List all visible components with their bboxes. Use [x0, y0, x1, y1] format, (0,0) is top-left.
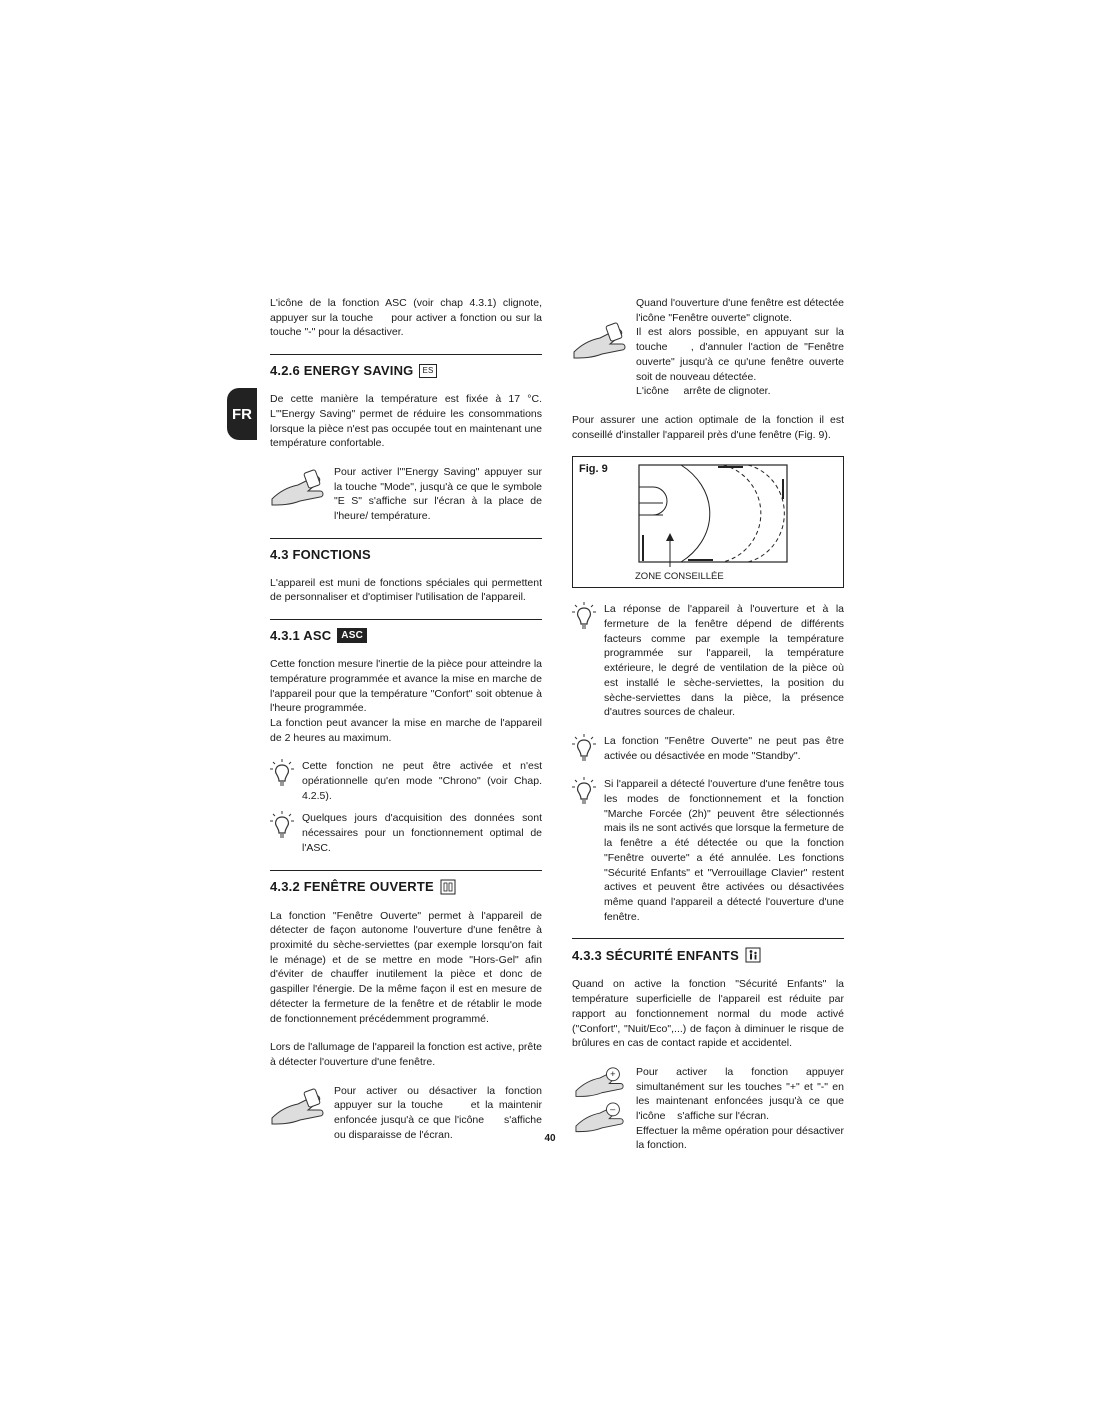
energy-saving-instruction: Pour activer l'"Energy Saving" appuyer sur la touche "Mode", jusqu'à ce que le symbole "E S" s'affiche sur l'écran à la place de l'heure/ température.	[334, 465, 542, 523]
hand-pressing-button-icon	[270, 465, 326, 509]
asc-tip-1: Cette fonction ne peut être activée et n'est opérationnelle qu'en mode "Chrono" (voir Chap. 4.2.5).	[302, 760, 542, 802]
hands-pressing-plus-minus-icon	[572, 1065, 628, 1139]
fenetre-ouverte-text-2: Lors de l'allumage de l'appareil la fonction est active, prête à détecter l'ouverture d'une fenêtre.	[270, 1041, 542, 1068]
recommended-zone-label: ZONE CONSEILLÉE	[635, 571, 724, 583]
svg-text:+: +	[610, 1068, 616, 1079]
icon-stop-blink-text: L'icône arrête de clignoter.	[636, 385, 771, 398]
child-safety-icon	[745, 947, 761, 963]
asc-text-1: Cette fonction mesure l'inertie de la pièce pour atteindre la température programmée et avance la mise en marche de l'appareil pour que la température "Confort" soit obtenue à l'heure programmée.	[270, 658, 542, 715]
securite-enfants-instruction: Pour activer la fonction appuyer simultanément sur les touches "+" et "-" en les maintenant enfoncées jusqu'à ce que l'icône s'affiche sur l'écran.	[636, 1065, 844, 1123]
fonctions-text: L'appareil est muni de fonctions spéciales qui permettent de personnaliser et d'optimiser l'utilisation de l'appareil.	[270, 576, 542, 604]
window-response-tip: La réponse de l'appareil à l'ouverture et à la fermeture de la fenêtre dépend de différents facteurs comme par exemple la température programmée sur l'appareil, la température extérieure, le degré de ventilation de la pièce où est installé le sèche-serviettes, la position du sèche-serviettes dans la pièce, la présence d'autres sources de chaleur.	[604, 603, 844, 719]
section-title-fenetre-ouverte: 4.3.2 FENÊTRE OUVERTE	[270, 879, 542, 895]
lightbulb-tip-icon	[572, 734, 596, 762]
energy-saving-icon: ES	[419, 364, 436, 378]
room-diagram	[573, 457, 845, 587]
securite-enfants-text: Quand on active la fonction "Sécurité Enfants" la température superficielle de l'appareil est réduite par rapport au fonctionnement normal du mode activé ("Confort", "Nuit/Eco",...) de façon à diminuer le risque de brûlures en cas de contact rapide et accidentel.	[572, 978, 844, 1050]
left-column	[270, 296, 542, 1142]
asc-text-2: La fonction peut avancer la mise en marche de l'appareil de 2 heures au maximum.	[270, 716, 542, 744]
figure-label: Fig. 9	[579, 463, 608, 476]
hand-pressing-ok-icon	[270, 1084, 326, 1128]
figure-9	[572, 456, 844, 588]
window-detected-text: Quand l'ouverture d'une fenêtre est détectée l'icône "Fenêtre ouverte" clignote.	[636, 297, 844, 324]
lightbulb-tip-icon	[270, 811, 294, 839]
fenetre-ouverte-instruction: Pour activer ou désactiver la fonction appuyer sur la touche et la maintenir enfoncée jusqu'à ce que l'icône s'affiche ou disparaisse de l'écran.	[334, 1084, 542, 1141]
section-title-fonctions: 4.3 FONCTIONS	[270, 546, 371, 562]
standby-tip: La fonction "Fenêtre Ouverte" ne peut pas être activée ou désactivée en mode "Standby".	[604, 734, 844, 762]
cancel-window-text: Il est alors possible, en appuyant sur la touche , d'annuler l'action de "Fenêtre ouverte" jusqu'à ce qu'une fenêtre ouverte soit de nouveau détectée.	[636, 326, 844, 383]
section-title-asc: 4.3.1 ASC ASC	[270, 628, 542, 643]
energy-saving-text: De cette manière la température est fixée à 17 °C. L'"Energy Saving" permet de réduire les consommations lorsque la pièce n'est pas occupée tout en maintenant une température confortable.	[270, 393, 542, 450]
lightbulb-tip-icon	[270, 759, 294, 787]
hand-pressing-ok-icon	[572, 318, 628, 362]
language-tab: FR	[227, 388, 257, 440]
modes-after-detection-tip: Si l'appareil a détecté l'ouverture d'une fenêtre tous les modes de fonctionnement et la fonction "Marche Forcée (2h)" peuvent être sélectionnés mais ils ne sont activés que lorsque la fermeture de la fenêtre a été détectée ou que la fonction "Fenêtre ouverte" a été annulée. Les fonctions "Sécurité Enfants" et "Verrouillage Clavier" restent actives et peuvent être activées ou désactivées même quand l'appareil a détecté l'ouverture d'une fenêtre.	[604, 778, 844, 923]
installation-advice-text: Pour assurer une action optimale de la fonction il est conseillé d'installer l'appareil près d'une fenêtre (Fig. 9).	[572, 413, 844, 441]
page-number: 40	[544, 1133, 556, 1144]
securite-enfants-deactivate: Effectuer la même opération pour désactiver la fonction.	[636, 1124, 844, 1152]
lightbulb-tip-icon	[572, 602, 596, 630]
asc-icon: ASC	[337, 628, 367, 643]
section-title-securite-enfants: 4.3.3 SÉCURITÉ ENFANTS	[572, 947, 844, 963]
open-window-icon	[440, 879, 456, 895]
asc-tip-2: Quelques jours d'acquisition des données sont nécessaires pour un fonctionnement optimal de l'ASC.	[302, 812, 542, 854]
fenetre-ouverte-text-1: La fonction "Fenêtre Ouverte" permet à l'appareil de détecter de façon autonome l'ouverture d'une fenêtre à proximité du sèche-serviettes (par exemple lorsqu'on fait le ménage) et de se mettre en mode "Hors-Gel" afin d'éviter de chauffer inutilement la pièce et donc de gaspiller l'énergie. De la même façon il est en mesure de détecter la fermeture de la fenêtre et de rétablir le mode de fonctionnement précédemment programmé.	[270, 909, 542, 1025]
section-title-energy-saving: 4.2.6 ENERGY SAVING ES	[270, 363, 542, 378]
svg-text:–: –	[610, 1104, 616, 1115]
asc-intro-text: L'icône de la fonction ASC (voir chap 4.3.1) clignote, appuyer sur la touche pour activer a fonction ou sur la touche "-" pour la désactiver.	[270, 297, 542, 339]
lightbulb-tip-icon	[572, 777, 596, 805]
right-column	[572, 296, 844, 1153]
